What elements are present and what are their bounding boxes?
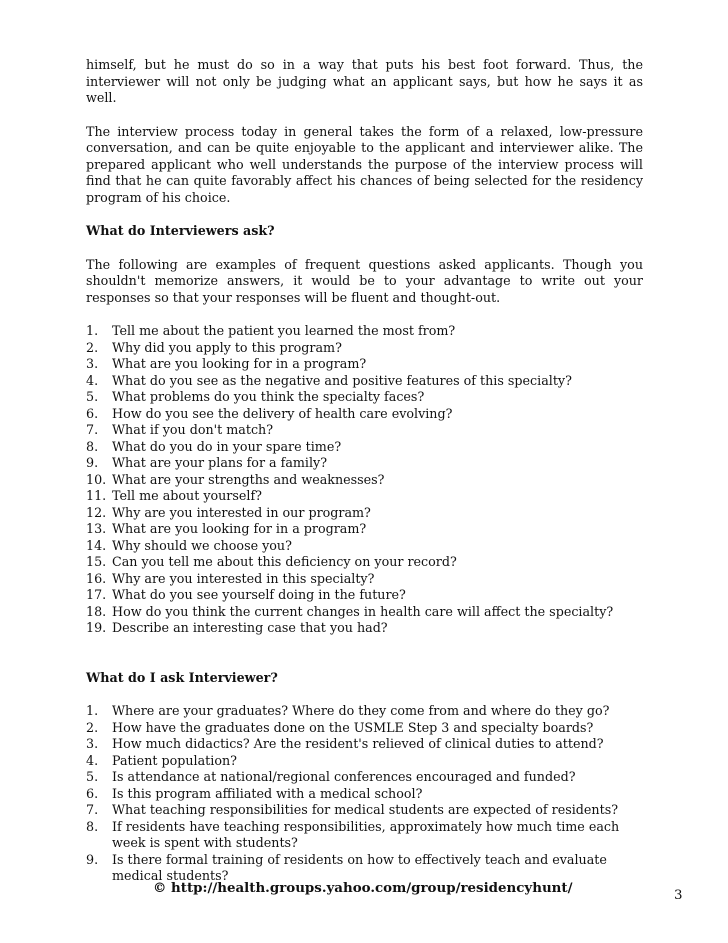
item-text: How do you think the current changes in health care will affect the specialty?	[112, 603, 614, 619]
list-item	[86, 769, 643, 786]
intro-paragraph-2: The interview process today in general takes the form of a relaxed, low-pressure conversation, and can be quite enjoyable to the applicant and interviewer alike. The prepared applicant who well understands the purpose of the interview process will find that he can quite favorably affect his chances of being selected for the residency program of his choice.	[86, 123, 643, 205]
item-number: 1.	[86, 703, 99, 718]
item-text: Is there formal training of residents on how to effectively teach and evaluate medical students?	[112, 851, 607, 883]
item-text: What are you looking for in a program?	[112, 521, 367, 536]
item-number: 11.	[86, 488, 107, 503]
item-text: What do you do in your spare time?	[112, 438, 342, 454]
applicant-questions-list	[86, 703, 643, 885]
item-number: 19.	[86, 620, 107, 635]
list-item	[86, 389, 643, 406]
list-item	[86, 373, 643, 390]
item-number: 7.	[86, 802, 99, 817]
item-text: What do you see as the negative and positive features of this specialty?	[112, 372, 572, 388]
page-number: 3	[674, 888, 683, 903]
item-number: 4.	[86, 372, 99, 388]
list-item	[86, 406, 643, 423]
item-number: 13.	[86, 521, 107, 536]
item-text: Can you tell me about this deficiency on your record?	[112, 554, 457, 569]
item-number: 17.	[86, 587, 107, 602]
item-number: 8.	[86, 818, 99, 834]
item-text: How much didactics? Are the resident's relieved of clinical duties to attend?	[112, 736, 604, 751]
footer-source-link: © http://health.groups.yahoo.com/group/residencyhunt/	[153, 880, 573, 896]
list-item	[86, 455, 643, 472]
item-text: Tell me about the patient you learned the most from?	[112, 323, 456, 338]
item-number: 6.	[86, 785, 99, 801]
list-item	[86, 720, 643, 737]
item-number: 7.	[86, 422, 99, 437]
list-item	[86, 620, 643, 637]
list-item	[86, 604, 643, 621]
item-number: 9.	[86, 455, 99, 470]
list-item	[86, 703, 643, 720]
item-text: What do you see yourself doing in the future?	[112, 587, 406, 602]
item-text: Why are you interested in this specialty?	[112, 570, 375, 586]
list-item	[86, 356, 643, 373]
item-text: What if you don't match?	[112, 422, 274, 437]
item-text: Is this program affiliated with a medical school?	[112, 785, 423, 801]
list-item	[86, 786, 643, 803]
list-item	[86, 587, 643, 604]
list-item	[86, 571, 643, 588]
item-text: Patient population?	[112, 752, 237, 768]
item-number: 16.	[86, 570, 107, 586]
item-text: How have the graduates done on the USMLE Step 3 and specialty boards?	[112, 719, 594, 735]
item-number: 4.	[86, 752, 99, 768]
list-item	[86, 753, 643, 770]
item-number: 18.	[86, 603, 107, 619]
item-text: What are your strengths and weaknesses?	[112, 471, 385, 487]
item-number: 5.	[86, 389, 99, 404]
section-heading-interviewers-ask: What do Interviewers ask?	[86, 223, 275, 238]
item-text: How do you see the delivery of health care evolving?	[112, 405, 453, 421]
item-text: Why did you apply to this program?	[112, 339, 342, 355]
interviewer-questions-list	[86, 323, 643, 637]
list-item	[86, 472, 643, 489]
list-item	[86, 323, 643, 340]
item-number: 1.	[86, 323, 99, 338]
item-number: 2.	[86, 339, 99, 355]
item-number: 3.	[86, 356, 99, 371]
item-number: 10.	[86, 471, 107, 487]
item-number: 3.	[86, 736, 99, 751]
item-text: Is attendance at national/regional conferences encouraged and funded?	[112, 769, 576, 784]
section-heading-ask-interviewer: What do I ask Interviewer?	[86, 669, 278, 685]
item-text: What are your plans for a family?	[112, 455, 328, 470]
intro-paragraph-1: himself, but he must do so in a way that puts his best foot forward. Thus, the interviewer will not only be judging what an applicant says, but how he says it as well.	[86, 57, 643, 105]
item-text: What problems do you think the specialty faces?	[112, 389, 425, 404]
list-item	[86, 554, 643, 571]
item-text: What are you looking for in a program?	[112, 356, 367, 371]
item-text: Where are your graduates? Where do they come from and where do they go?	[112, 703, 610, 718]
section1-intro: The following are examples of frequent questions asked applicants. Though you shouldn't memorize answers, it would be to your advantage to write out your responses so that your responses will be fluent and thought-out.	[86, 256, 643, 305]
item-text: If residents have teaching responsibilities, approximately how much time each week is spent with students?	[112, 818, 620, 850]
item-number: 8.	[86, 438, 99, 454]
item-number: 6.	[86, 405, 99, 421]
list-item	[86, 538, 643, 555]
item-number: 9.	[86, 851, 99, 867]
item-number: 15.	[86, 554, 107, 569]
list-item	[86, 422, 643, 439]
item-text: Why should we choose you?	[112, 537, 292, 553]
list-item	[86, 340, 643, 357]
item-text: Describe an interesting case that you had?	[112, 620, 388, 635]
item-number: 5.	[86, 769, 99, 784]
item-text: What teaching responsibilities for medical students are expected of residents?	[112, 802, 619, 817]
item-text: Why are you interested in our program?	[112, 504, 371, 520]
list-item	[86, 736, 643, 753]
list-item	[86, 505, 643, 522]
item-number: 14.	[86, 537, 107, 553]
item-text: Tell me about yourself?	[112, 488, 262, 503]
item-number: 2.	[86, 719, 99, 735]
list-item	[86, 802, 643, 819]
list-item	[86, 439, 643, 456]
list-item	[86, 488, 643, 505]
list-item	[86, 521, 643, 538]
list-item	[86, 819, 643, 852]
item-number: 12.	[86, 504, 107, 520]
document-page	[86, 57, 643, 885]
